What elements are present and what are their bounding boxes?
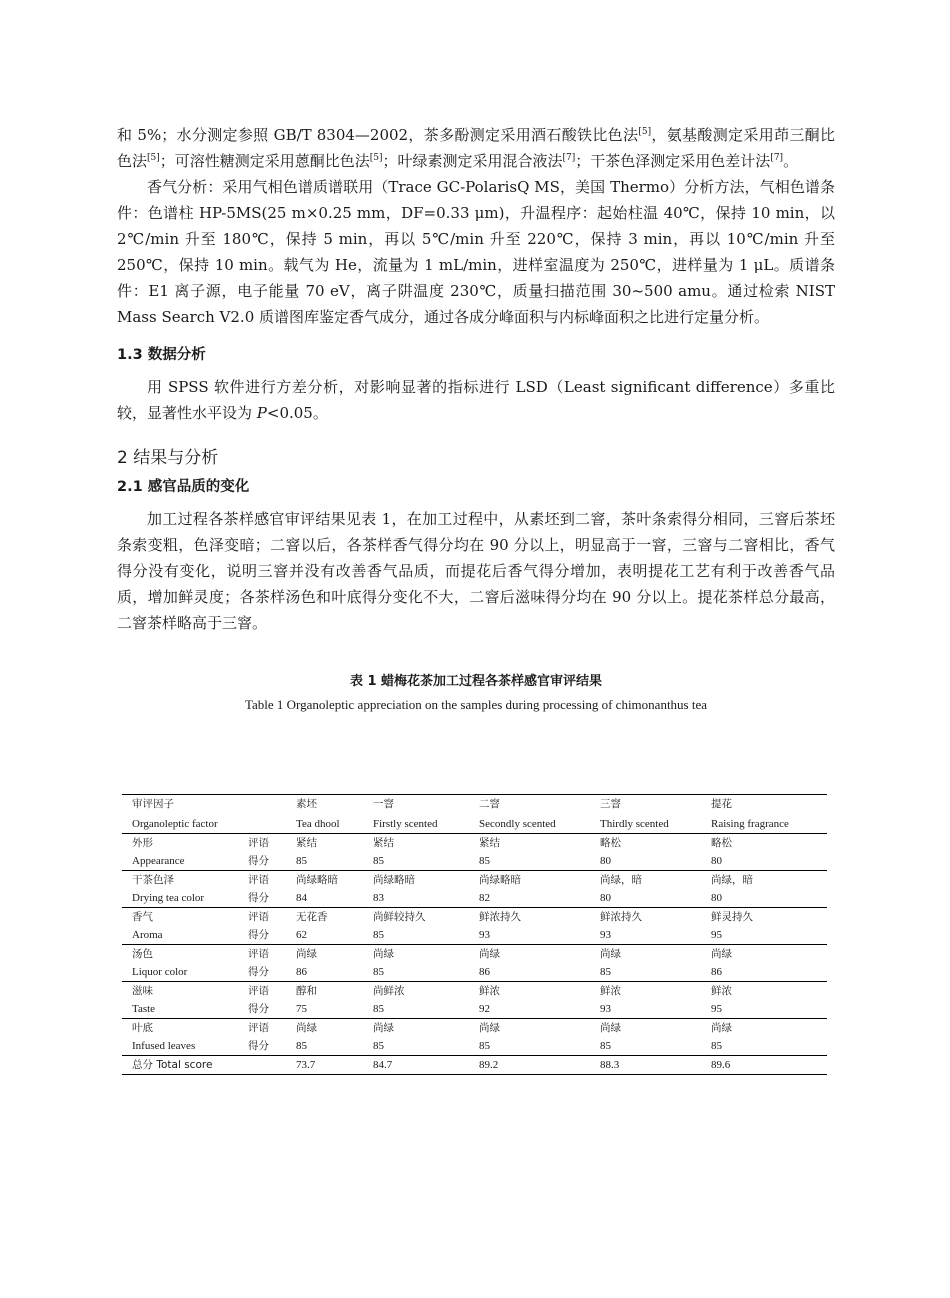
score-cell: 86 bbox=[479, 963, 600, 982]
total-cell: 88.3 bbox=[600, 1056, 711, 1075]
citation: [7] bbox=[562, 153, 576, 163]
total-label: 总分 Total score bbox=[132, 1056, 296, 1075]
text-run: ；干茶色泽测定采用色差计法 bbox=[575, 152, 771, 170]
table-row-score bbox=[122, 1037, 827, 1056]
table-row-score bbox=[122, 889, 827, 908]
citation: [5] bbox=[369, 153, 383, 163]
factor-name-en: Infused leaves bbox=[132, 1037, 248, 1056]
comment-cell: 略松 bbox=[711, 837, 732, 849]
comment-cell: 尚绿略暗 bbox=[296, 874, 338, 886]
score-cell: 93 bbox=[600, 1000, 711, 1019]
table-row-comment bbox=[122, 982, 827, 1001]
factor-name-zh: 叶底 bbox=[132, 1022, 153, 1034]
total-cell: 89.6 bbox=[711, 1056, 827, 1075]
comment-cell: 尚绿 bbox=[479, 948, 500, 960]
comment-cell: 鲜灵持久 bbox=[711, 911, 753, 923]
header-col-en: Tea dhool bbox=[296, 813, 373, 834]
score-cell: 86 bbox=[711, 963, 827, 982]
comment-cell: 紧结 bbox=[373, 837, 394, 849]
factor-name-en: Taste bbox=[132, 1000, 248, 1019]
header-col-zh: 素坯 bbox=[296, 795, 373, 814]
comment-cell: 尚绿 bbox=[711, 948, 732, 960]
row-type-comment: 评语 bbox=[248, 837, 269, 849]
header-col-en: Secondly scented bbox=[479, 813, 600, 834]
header-factor-zh: 审评因子 bbox=[132, 795, 296, 814]
comment-cell: 鲜浓持久 bbox=[600, 911, 642, 923]
score-cell: 85 bbox=[479, 1037, 600, 1056]
text-run: <0.05。 bbox=[266, 404, 328, 422]
comment-cell: 尚绿 bbox=[600, 1022, 621, 1034]
total-cell: 84.7 bbox=[373, 1056, 479, 1075]
score-cell: 75 bbox=[296, 1000, 373, 1019]
header-col-zh: 二窨 bbox=[479, 795, 600, 814]
table-row-score bbox=[122, 1000, 827, 1019]
score-cell: 85 bbox=[600, 963, 711, 982]
score-cell: 85 bbox=[296, 1037, 373, 1056]
header-factor-en: Organoleptic factor bbox=[132, 813, 296, 834]
table-row-comment bbox=[122, 834, 827, 853]
score-cell: 82 bbox=[479, 889, 600, 908]
score-cell: 80 bbox=[600, 852, 711, 871]
table-header-row-zh bbox=[122, 795, 827, 814]
factor-name-zh: 香气 bbox=[132, 911, 153, 923]
score-cell: 92 bbox=[479, 1000, 600, 1019]
header-col-zh: 提花 bbox=[711, 795, 827, 814]
paragraph-sensory-results: 加工过程各茶样感官审评结果见表 1，在加工过程中，从素坯到二窨，茶叶条索得分相同，三窨后茶坯条索变粗，色泽变暗；二窨以后，各茶样香气得分均在 90 分以上，明显高于一窨，三窨与二窨相比，香气得分没有变化，说明三窨并没有改善香气品质，而提花后香气得分增加，表明提花工艺有利于改善香气品质，增加鲜灵度；各茶样汤色和叶底得分变化不大，二窨后滋味得分均在 90 分以上。提花茶样总分最高，二窨茶样略高于三窨。 bbox=[117, 510, 835, 632]
comment-cell: 略松 bbox=[600, 837, 621, 849]
comment-cell: 鲜浓 bbox=[711, 985, 732, 997]
score-cell: 80 bbox=[600, 889, 711, 908]
heading-sensory-quality: 2.1 感官品质的变化 bbox=[117, 479, 250, 495]
citation: [5] bbox=[638, 127, 652, 137]
paragraph-methods bbox=[117, 122, 835, 174]
factor-name-en: Drying tea color bbox=[132, 889, 248, 908]
comment-cell: 尚绿 bbox=[296, 948, 317, 960]
factor-name-en: Appearance bbox=[132, 852, 248, 871]
score-cell: 80 bbox=[711, 889, 827, 908]
table-row-score bbox=[122, 963, 827, 982]
comment-cell: 鲜浓 bbox=[600, 985, 621, 997]
heading-results: 2 结果与分析 bbox=[117, 448, 219, 468]
row-type-score: 得分 bbox=[248, 852, 296, 871]
total-cell: 89.2 bbox=[479, 1056, 600, 1075]
comment-cell: 无花香 bbox=[296, 911, 328, 923]
score-cell: 85 bbox=[296, 852, 373, 871]
score-cell: 85 bbox=[711, 1037, 827, 1056]
row-type-score: 得分 bbox=[248, 1037, 296, 1056]
text-run: ；叶绿素测定采用混合液法 bbox=[382, 152, 563, 170]
table-row-score bbox=[122, 852, 827, 871]
factor-name-zh: 干茶色泽 bbox=[132, 874, 174, 886]
row-type-score: 得分 bbox=[248, 1000, 296, 1019]
total-cell: 73.7 bbox=[296, 1056, 373, 1075]
header-col-en: Firstly scented bbox=[373, 813, 479, 834]
score-cell: 85 bbox=[373, 1000, 479, 1019]
heading-data-analysis: 1.3 数据分析 bbox=[117, 347, 206, 363]
row-type-comment: 评语 bbox=[248, 874, 269, 886]
score-cell: 80 bbox=[711, 852, 827, 871]
score-cell: 85 bbox=[479, 852, 600, 871]
row-type-comment: 评语 bbox=[248, 985, 269, 997]
header-col-zh: 一窨 bbox=[373, 795, 479, 814]
text-run: ，氨基酸测定采用茚三酮比色法 bbox=[117, 126, 835, 170]
score-cell: 85 bbox=[373, 963, 479, 982]
factor-name-zh: 汤色 bbox=[132, 948, 153, 960]
factor-name-en: Aroma bbox=[132, 926, 248, 945]
header-col-en: Raising fragrance bbox=[711, 813, 827, 834]
comment-cell: 尚绿 bbox=[711, 1022, 732, 1034]
table-body bbox=[122, 795, 827, 1075]
row-type-comment: 评语 bbox=[248, 948, 269, 960]
score-cell: 86 bbox=[296, 963, 373, 982]
row-type-score: 得分 bbox=[248, 963, 296, 982]
header-col-zh: 三窨 bbox=[600, 795, 711, 814]
comment-cell: 醇和 bbox=[296, 985, 317, 997]
table-caption-en: Table 1 Organoleptic appreciation on the samples during processing of chimonanthus tea bbox=[244, 697, 708, 712]
comment-cell: 尚鲜浓 bbox=[373, 985, 405, 997]
comment-cell: 尚绿 bbox=[373, 1022, 394, 1034]
comment-cell: 尚绿 bbox=[600, 948, 621, 960]
comment-cell: 尚绿略暗 bbox=[373, 874, 415, 886]
citation: [7] bbox=[770, 153, 784, 163]
factor-name-zh: 外形 bbox=[132, 837, 153, 849]
comment-cell: 紧结 bbox=[479, 837, 500, 849]
table-row-comment bbox=[122, 945, 827, 964]
table-header-row-en bbox=[122, 813, 827, 834]
score-cell: 85 bbox=[600, 1037, 711, 1056]
comment-cell: 尚绿，暗 bbox=[711, 874, 753, 886]
comment-cell: 尚绿 bbox=[479, 1022, 500, 1034]
text-run: 和 5%；水分测定参照 GB/T 8304—2002，茶多酚测定采用酒石酸铁比色法 bbox=[117, 126, 639, 144]
comment-cell: 尚绿 bbox=[296, 1022, 317, 1034]
paragraph-data-analysis bbox=[117, 374, 835, 426]
table-row-comment bbox=[122, 871, 827, 890]
score-cell: 83 bbox=[373, 889, 479, 908]
text-run: 。 bbox=[783, 152, 799, 170]
score-cell: 62 bbox=[296, 926, 373, 945]
row-type-comment: 评语 bbox=[248, 1022, 269, 1034]
comment-cell: 尚绿略暗 bbox=[479, 874, 521, 886]
comment-cell: 紧结 bbox=[296, 837, 317, 849]
comment-cell: 尚绿，暗 bbox=[600, 874, 642, 886]
score-cell: 85 bbox=[373, 852, 479, 871]
citation: [5] bbox=[147, 153, 160, 163]
row-type-score: 得分 bbox=[248, 889, 296, 908]
table-row-score bbox=[122, 926, 827, 945]
text-run: 用 SPSS 软件进行方差分析，对影响显著的指标进行 LSD（Least significant difference）多重比较，显著性水平设为 bbox=[117, 378, 835, 422]
table-caption-zh: 表 1 蜡梅花茶加工过程各茶样感官审评结果 bbox=[349, 674, 603, 689]
sensory-table bbox=[122, 794, 827, 1075]
row-type-comment: 评语 bbox=[248, 911, 269, 923]
row-type-score: 得分 bbox=[248, 926, 296, 945]
score-cell: 84 bbox=[296, 889, 373, 908]
score-cell: 95 bbox=[711, 1000, 827, 1019]
comment-cell: 尚鲜较持久 bbox=[373, 911, 426, 923]
paper-body bbox=[117, 122, 835, 714]
comment-cell: 鲜浓持久 bbox=[479, 911, 521, 923]
table-row-comment bbox=[122, 908, 827, 927]
comment-cell: 尚绿 bbox=[373, 948, 394, 960]
text-run: ；可溶性糖测定采用蒽酮比色法 bbox=[159, 152, 370, 170]
table-row-comment bbox=[122, 1019, 827, 1038]
paragraph-aroma-analysis: 香气分析：采用气相色谱质谱联用（Trace GC-PolarisQ MS，美国 Thermo）分析方法，气相色谱条件：色谱柱 HP-5MS(25 m×0.25 mm，DF=0.33 μm)，升温程序：起始柱温 40℃，保持 10 min，以 2℃/min 升至 180℃，保持 5 min，再以 5℃/min 升至 220℃，保持 3 min，再以 10℃/min 升至 250℃，保持 10 min。载气为 He，流量为 1 mL/min，进样室温度为 250℃，进样量为 1 μL。质谱条件：E1 离子源，电子能量 70 eV，离子阱温度 230℃，质量扫描范围 30~500 amu。通过检索 NIST Mass Search V2.0 质谱图库鉴定香气成分，通过各成分峰面积与内标峰面积之比进行定量分析。 bbox=[117, 178, 835, 326]
factor-name-zh: 滋味 bbox=[132, 985, 153, 997]
score-cell: 93 bbox=[479, 926, 600, 945]
score-cell: 95 bbox=[711, 926, 827, 945]
header-col-en: Thirdly scented bbox=[600, 813, 711, 834]
table-row-total bbox=[122, 1056, 827, 1075]
score-cell: 85 bbox=[373, 926, 479, 945]
factor-name-en: Liquor color bbox=[132, 963, 248, 982]
comment-cell: 鲜浓 bbox=[479, 985, 500, 997]
italic-p: P bbox=[256, 404, 267, 422]
score-cell: 93 bbox=[600, 926, 711, 945]
score-cell: 85 bbox=[373, 1037, 479, 1056]
